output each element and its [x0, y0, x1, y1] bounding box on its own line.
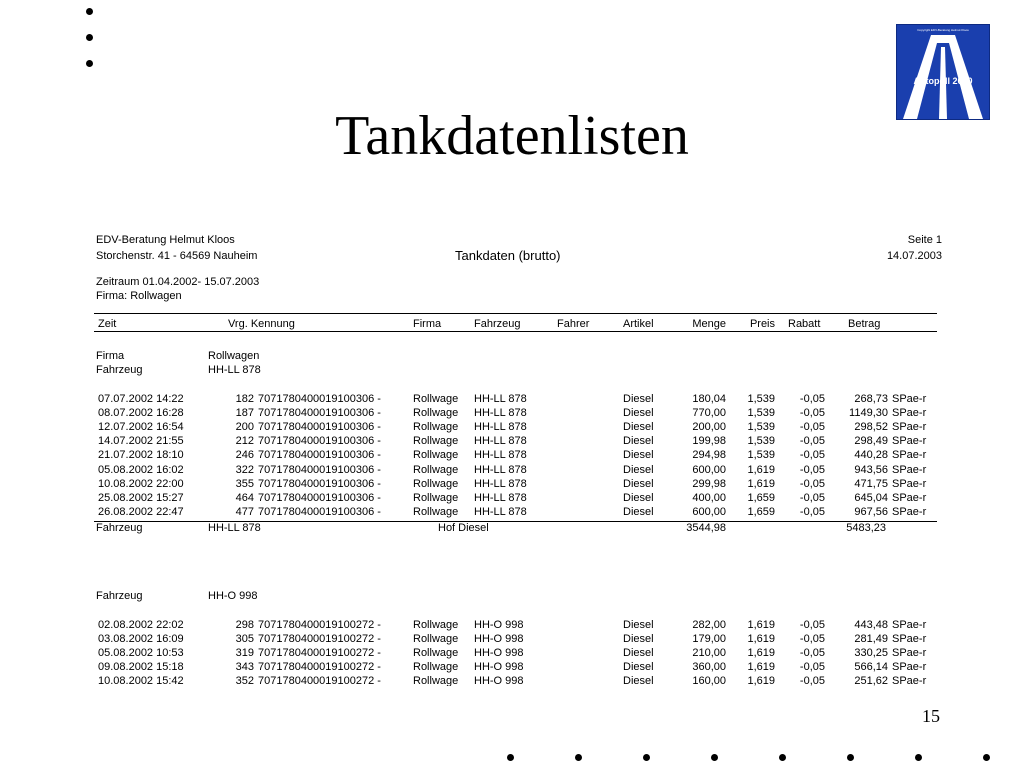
cell-zeit: 10.08.2002 22:00 [98, 477, 184, 490]
cell-artikel: Diesel [623, 407, 654, 420]
cell-vrg: 343 [235, 661, 254, 674]
page-number: 15 [922, 706, 940, 726]
cell-menge: 210,00 [692, 647, 726, 660]
cell-firma: Rollwage [413, 393, 459, 405]
cell-bediener: SPae-r [892, 633, 927, 646]
cell-bediener: SPae-r [892, 435, 927, 448]
firm-line: Firma: Rollwagen [96, 290, 182, 302]
logo-bottom-text: 2002 [939, 112, 947, 116]
header-rule-bottom [94, 331, 937, 332]
bullet-dot [915, 754, 922, 761]
cell-firma: Rollwage [413, 449, 459, 462]
col-betrag: Betrag [848, 318, 881, 330]
cell-bediener: SPae-r [892, 463, 927, 476]
cell-rabatt: -0,05 [799, 647, 825, 660]
cell-menge: 199,98 [692, 435, 726, 448]
total-vehicle: HH-LL 878 [208, 521, 261, 534]
cell-rabatt: -0,05 [799, 619, 825, 631]
cell-firma: Rollwage [413, 619, 459, 631]
cell-artikel: Diesel [623, 633, 654, 646]
cell-zeit: 08.07.2002 16:28 [98, 407, 184, 420]
cell-kennung: 7071780400019100306 - [258, 435, 381, 448]
cell-vrg: 182 [235, 393, 254, 405]
bullet-dot [643, 754, 650, 761]
cell-rabatt: -0,05 [799, 393, 825, 405]
cell-preis: 1,539 [747, 393, 775, 405]
cell-betrag: 943,56 [854, 463, 888, 476]
cell-zeit: 05.08.2002 10:53 [98, 647, 184, 660]
cell-fahrzeug: HH-LL 878 [474, 421, 527, 434]
cell-zeit: 26.08.2002 22:47 [98, 505, 184, 518]
cell-firma: Rollwage [413, 491, 459, 504]
group-firma-label: Firma [96, 350, 125, 362]
cell-menge: 200,00 [692, 421, 726, 434]
cell-rabatt: -0,05 [799, 633, 825, 646]
cell-zeit: 25.08.2002 15:27 [98, 491, 184, 504]
cell-preis: 1,619 [747, 463, 775, 476]
cell-betrag: 967,56 [854, 505, 888, 518]
logo-text: Autopoll 2000 [913, 76, 973, 86]
col-menge: Menge [692, 318, 726, 330]
report-date: 14.07.2003 [886, 250, 942, 262]
cell-menge: 400,00 [692, 491, 726, 504]
group-fahrzeug-value: HH-LL 878 [208, 364, 261, 376]
cell-artikel: Diesel [623, 421, 654, 434]
cell-bediener: SPae-r [892, 491, 927, 504]
cell-fahrzeug: HH-LL 878 [474, 463, 527, 476]
cell-zeit: 07.07.2002 14:22 [98, 393, 184, 405]
cell-firma: Rollwage [413, 505, 459, 518]
cell-bediener: SPae-r [892, 477, 927, 490]
cell-zeit: 21.07.2002 18:10 [98, 449, 184, 462]
cell-artikel: Diesel [623, 449, 654, 462]
cell-zeit: 12.07.2002 16:54 [98, 421, 184, 434]
cell-firma: Rollwage [413, 477, 459, 490]
cell-zeit: 09.08.2002 15:18 [98, 661, 184, 674]
cell-betrag: 1149,30 [849, 407, 888, 420]
bullet-dot [575, 754, 582, 761]
total-betrag: 5483,23 [846, 521, 886, 534]
cell-preis: 1,539 [747, 421, 775, 434]
company-address: Storchenstr. 41 - 64569 Nauheim [96, 250, 258, 262]
group-firma-value: Rollwagen [208, 350, 260, 362]
cell-bediener: SPae-r [892, 675, 927, 686]
bullet-dot [779, 754, 786, 761]
cell-preis: 1,659 [747, 505, 775, 518]
cell-bediener: SPae-r [892, 449, 927, 462]
cell-artikel: Diesel [623, 463, 654, 476]
cell-zeit: 05.08.2002 16:02 [98, 463, 184, 476]
cell-betrag: 471,75 [854, 477, 888, 490]
report-title: Tankdaten (brutto) [455, 248, 561, 263]
cell-artikel: Diesel [623, 647, 654, 660]
cell-artikel: Diesel [623, 477, 654, 490]
cell-kennung: 7071780400019100272 - [258, 661, 381, 674]
cell-preis: 1,619 [747, 661, 775, 674]
logo-top-text: Copyright EDV-Beratung Helmut Kloos [917, 28, 969, 32]
cell-betrag: 298,49 [854, 435, 888, 448]
cell-menge: 600,00 [692, 505, 726, 518]
cell-fahrzeug: HH-LL 878 [474, 435, 527, 448]
cell-vrg: 355 [235, 477, 254, 490]
cell-fahrzeug: HH-O 998 [474, 619, 524, 631]
cell-fahrzeug: HH-LL 878 [474, 505, 527, 518]
slide-title: Tankdatenlisten [335, 105, 689, 167]
cell-preis: 1,619 [747, 647, 775, 660]
cell-bediener: SPae-r [892, 505, 927, 518]
cell-kennung: 7071780400019100306 - [258, 407, 381, 420]
cell-menge: 294,98 [692, 449, 726, 462]
cell-fahrzeug: HH-O 998 [474, 661, 524, 674]
cell-firma: Rollwage [413, 435, 459, 448]
cell-betrag: 268,73 [854, 393, 888, 405]
bullet-dot [507, 754, 514, 761]
total-station: Hof Diesel [438, 521, 489, 534]
cell-menge: 600,00 [692, 463, 726, 476]
cell-artikel: Diesel [623, 619, 654, 631]
group-fahrzeug-label: Fahrzeug [96, 590, 143, 602]
cell-rabatt: -0,05 [799, 491, 825, 504]
cell-bediener: SPae-r [892, 619, 927, 631]
group-fahrzeug-value: HH-O 998 [208, 590, 258, 602]
cell-betrag: 330,25 [854, 647, 888, 660]
cell-kennung: 7071780400019100306 - [258, 477, 381, 490]
cell-kennung: 7071780400019100306 - [258, 491, 381, 504]
cell-artikel: Diesel [623, 505, 654, 518]
bullet-dot [847, 754, 854, 761]
cell-zeit: 02.08.2002 22:02 [98, 619, 184, 631]
cell-firma: Rollwage [413, 647, 459, 660]
cell-fahrzeug: HH-LL 878 [474, 491, 527, 504]
cell-betrag: 440,28 [854, 449, 888, 462]
cell-fahrzeug: HH-LL 878 [474, 407, 527, 420]
cell-kennung: 7071780400019100306 - [258, 421, 381, 434]
cell-vrg: 319 [235, 647, 254, 660]
cell-menge: 299,98 [692, 477, 726, 490]
cell-bediener: SPae-r [892, 421, 927, 434]
cell-vrg: 305 [235, 633, 254, 646]
cell-rabatt: -0,05 [799, 463, 825, 476]
cell-artikel: Diesel [623, 393, 654, 405]
cell-fahrzeug: HH-O 998 [474, 633, 524, 646]
cell-preis: 1,659 [747, 491, 775, 504]
cell-menge: 160,00 [692, 675, 726, 686]
cell-rabatt: -0,05 [799, 421, 825, 434]
cell-betrag: 566,14 [854, 661, 888, 674]
cell-preis: 1,539 [747, 407, 775, 420]
col-firma: Firma [413, 318, 442, 330]
period: Zeitraum 01.04.2002- 15.07.2003 [96, 276, 260, 288]
cell-rabatt: -0,05 [799, 435, 825, 448]
bullet-dot [711, 754, 718, 761]
cell-firma: Rollwage [413, 675, 459, 686]
cell-bediener: SPae-r [892, 647, 927, 660]
cell-rabatt: -0,05 [799, 477, 825, 490]
cell-vrg: 352 [235, 675, 254, 686]
col-preis: Preis [749, 318, 775, 330]
cell-preis: 1,539 [747, 435, 775, 448]
cell-vrg: 200 [235, 421, 254, 434]
cell-vrg: 322 [235, 463, 254, 476]
cell-preis: 1,619 [747, 675, 775, 686]
cell-artikel: Diesel [623, 435, 654, 448]
cell-vrg: 187 [235, 407, 254, 420]
cell-fahrzeug: HH-LL 878 [474, 477, 527, 490]
cell-kennung: 7071780400019100306 - [258, 449, 381, 462]
total-menge: 3544,98 [686, 521, 726, 534]
cell-betrag: 443,48 [854, 619, 888, 631]
cell-kennung: 7071780400019100272 - [258, 647, 381, 660]
page-label: Seite 1 [907, 234, 942, 246]
company-name: EDV-Beratung Helmut Kloos [96, 234, 235, 246]
cell-artikel: Diesel [623, 661, 654, 674]
cell-kennung: 7071780400019100272 - [258, 675, 381, 686]
col-fahrzeug: Fahrzeug [474, 318, 521, 330]
cell-menge: 179,00 [692, 633, 726, 646]
cell-bediener: SPae-r [892, 661, 927, 674]
cell-bediener: SPae-r [892, 407, 927, 420]
cell-menge: 360,00 [692, 661, 726, 674]
cell-kennung: 7071780400019100306 - [258, 463, 381, 476]
bullet-dots-bottom [507, 754, 1007, 764]
cell-zeit: 10.08.2002 15:42 [98, 675, 184, 686]
header-rule-top [94, 313, 937, 314]
cell-firma: Rollwage [413, 661, 459, 674]
cell-preis: 1,539 [747, 449, 775, 462]
cell-preis: 1,619 [747, 477, 775, 490]
col-artikel: Artikel [623, 318, 654, 330]
cell-fahrzeug: HH-O 998 [474, 675, 524, 686]
cell-firma: Rollwage [413, 407, 459, 420]
cell-kennung: 7071780400019100306 - [258, 393, 381, 405]
cell-fahrzeug: HH-O 998 [474, 647, 524, 660]
cell-vrg: 212 [235, 435, 254, 448]
col-zeit: Zeit [98, 318, 117, 330]
cell-preis: 1,619 [747, 619, 775, 631]
col-rabatt: Rabatt [788, 318, 821, 330]
cell-firma: Rollwage [413, 633, 459, 646]
cell-betrag: 251,62 [854, 675, 888, 686]
cell-firma: Rollwage [413, 421, 459, 434]
cell-vrg: 464 [235, 491, 254, 504]
cell-fahrzeug: HH-LL 878 [474, 449, 527, 462]
bullet-dot [983, 754, 990, 761]
cell-betrag: 298,52 [854, 421, 888, 434]
cell-rabatt: -0,05 [799, 675, 825, 686]
cell-menge: 770,00 [692, 407, 726, 420]
cell-vrg: 298 [235, 619, 254, 631]
cell-kennung: 7071780400019100272 - [258, 619, 381, 631]
cell-vrg: 246 [235, 449, 254, 462]
cell-betrag: 645,04 [854, 491, 888, 504]
total-label: Fahrzeug [96, 521, 143, 534]
cell-betrag: 281,49 [854, 633, 888, 646]
cell-rabatt: -0,05 [799, 449, 825, 462]
cell-zeit: 14.07.2002 21:55 [98, 435, 184, 448]
cell-preis: 1,619 [747, 633, 775, 646]
cell-bediener: SPae-r [892, 393, 927, 405]
cell-artikel: Diesel [623, 675, 654, 686]
cell-rabatt: -0,05 [799, 661, 825, 674]
col-kennung: Vrg. Kennung [228, 318, 295, 330]
cell-firma: Rollwage [413, 463, 459, 476]
cell-menge: 180,04 [692, 393, 726, 405]
cell-vrg: 477 [235, 505, 254, 518]
cell-artikel: Diesel [623, 491, 654, 504]
cell-rabatt: -0,05 [799, 407, 825, 420]
cell-fahrzeug: HH-LL 878 [474, 393, 527, 405]
group-fahrzeug-label: Fahrzeug [96, 364, 143, 376]
cell-rabatt: -0,05 [799, 505, 825, 518]
cell-kennung: 7071780400019100272 - [258, 633, 381, 646]
cell-kennung: 7071780400019100306 - [258, 505, 381, 518]
cell-zeit: 03.08.2002 16:09 [98, 633, 184, 646]
col-fahrer: Fahrer [557, 318, 590, 330]
cell-menge: 282,00 [692, 619, 726, 631]
